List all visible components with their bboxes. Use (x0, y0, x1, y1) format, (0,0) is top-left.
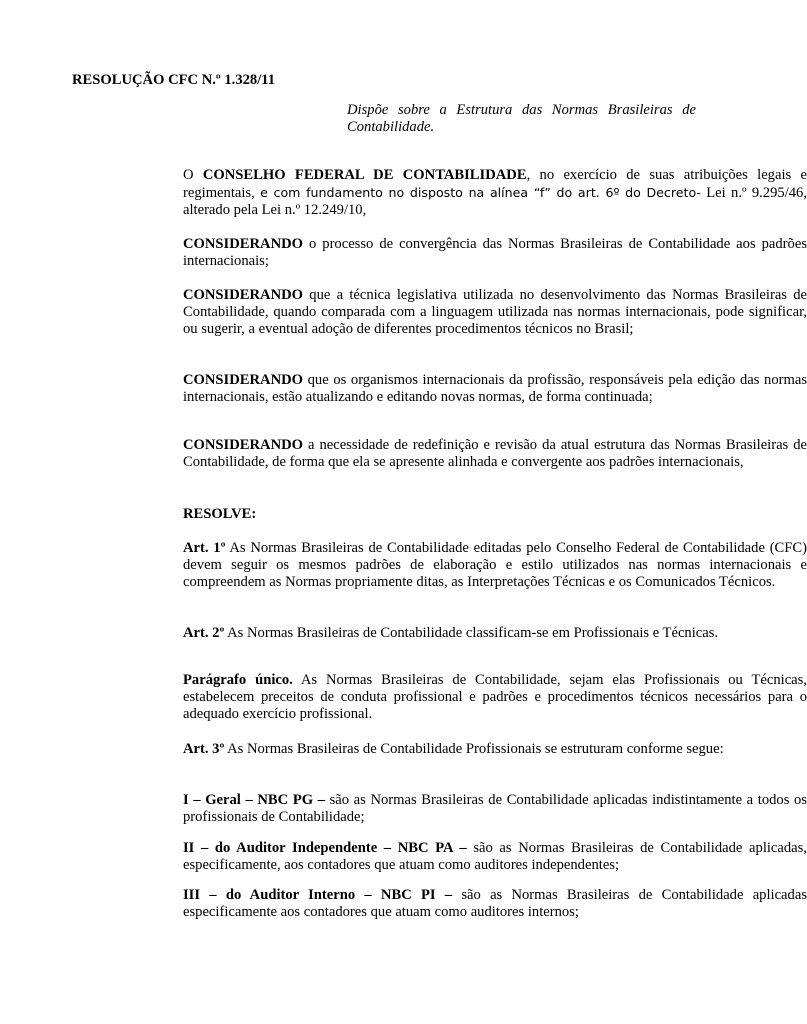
considerando-label: CONSIDERANDO (183, 236, 304, 252)
intro-text-1: , no exercício de suas atribuições legais e regimentais, (183, 167, 807, 202)
artigo-label: Art. 2º (183, 625, 225, 641)
ementa: Dispõe sobre a Estrutura das Normas Brasileiras de Contabilidade. (347, 102, 696, 136)
inciso-label: I – Geral – NBC PG – (183, 792, 325, 808)
artigo-text: As Normas Brasileiras de Contabilidade classificam-se em Profissionais e Técnicas. (224, 625, 719, 641)
intro-text-3: Lei n.º 9.295/46, alterado pela Lei n.º 12.249/10, (183, 185, 807, 219)
paragrafo-text: As Normas Brasileiras de Contabilidade, sejam elas Profissionais ou Técnicas, estabelecem preceitos de conduta profissional e padrões e procedimentos técnicos necessários para o adequado exercício profissional. (183, 672, 807, 723)
intro-paragraph (72, 167, 807, 220)
considerando-label: CONSIDERANDO (183, 372, 304, 388)
paragrafo-unico (72, 672, 807, 724)
considerando-label: CONSIDERANDO (183, 287, 304, 303)
artigo-label: Art. 1º (183, 540, 226, 556)
resolve-heading: RESOLVE: (183, 506, 257, 522)
inciso-label: III – do Auditor Interno – NBC PI – (183, 887, 453, 903)
artigo-text: As Normas Brasileiras de Contabilidade Profissionais se estruturam conforme segue: (224, 741, 724, 757)
considerando-text: o processo de convergência das Normas Brasileiras de Contabilidade aos padrões internacionais; (183, 236, 807, 270)
inciso-1 (72, 792, 807, 826)
intro-text-2: e com fundamento no disposto na alínea “f” do art. 6º do Decreto- (260, 185, 701, 201)
inciso-2 (72, 840, 807, 874)
artigo-text: As Normas Brasileiras de Contabilidade editadas pelo Conselho Federal de Contabilidade (CFC) devem seguir os mesmos padrões de elaboração e estilo utilizados nas normas internacionais e compreendem as Normas propriamente ditas, as Interpretações Técnicas e os Comunicados Técnicos. (183, 540, 807, 591)
considerando-text: a necessidade de redefinição e revisão da atual estrutura das Normas Brasileiras de Contabilidade, de forma que ela se apresente alinhada e convergente aos padrões internacionais, (183, 437, 807, 471)
inciso-3 (72, 887, 807, 921)
document-title: RESOLUÇÃO CFC N.º 1.328/11 (72, 72, 276, 88)
conselho-name: CONSELHO FEDERAL DE CONTABILIDADE (202, 167, 527, 183)
inciso-text: são as Normas Brasileiras de Contabilidade aplicadas especificamente aos contadores que atuam como auditores internos; (183, 887, 807, 921)
considerando-4 (72, 437, 807, 471)
considerando-label: CONSIDERANDO (183, 437, 304, 453)
artigo-3 (72, 741, 807, 758)
artigo-1 (72, 540, 807, 592)
considerando-1 (72, 236, 807, 270)
considerando-text: que a técnica legislativa utilizada no desenvolvimento das Normas Brasileiras de Contabilidade, quando comparada com a linguagem utilizada nas normas internacionais, pode significar, ou sugerir, a eventual adoção de diferentes procedimentos técnicos no Brasil; (183, 287, 807, 338)
inciso-text: são as Normas Brasileiras de Contabilidade aplicadas indistintamente a todos os profissionais de Contabilidade; (183, 792, 807, 826)
considerando-3 (72, 372, 807, 406)
considerando-2 (72, 287, 807, 339)
considerando-text: que os organismos internacionais da profissão, responsáveis pela edição das normas internacionais, estão atualizando e editando novas normas, de forma continuada; (183, 372, 807, 406)
inciso-label: II – do Auditor Independente – NBC PA – (183, 840, 467, 856)
paragrafo-label: Parágrafo único. (183, 672, 293, 688)
inciso-text: são as Normas Brasileiras de Contabilidade aplicadas, especificamente, aos contadores que atuam como auditores independentes; (183, 840, 807, 874)
intro-o: O (183, 167, 203, 183)
artigo-2 (72, 625, 807, 642)
artigo-label: Art. 3º (183, 741, 225, 757)
